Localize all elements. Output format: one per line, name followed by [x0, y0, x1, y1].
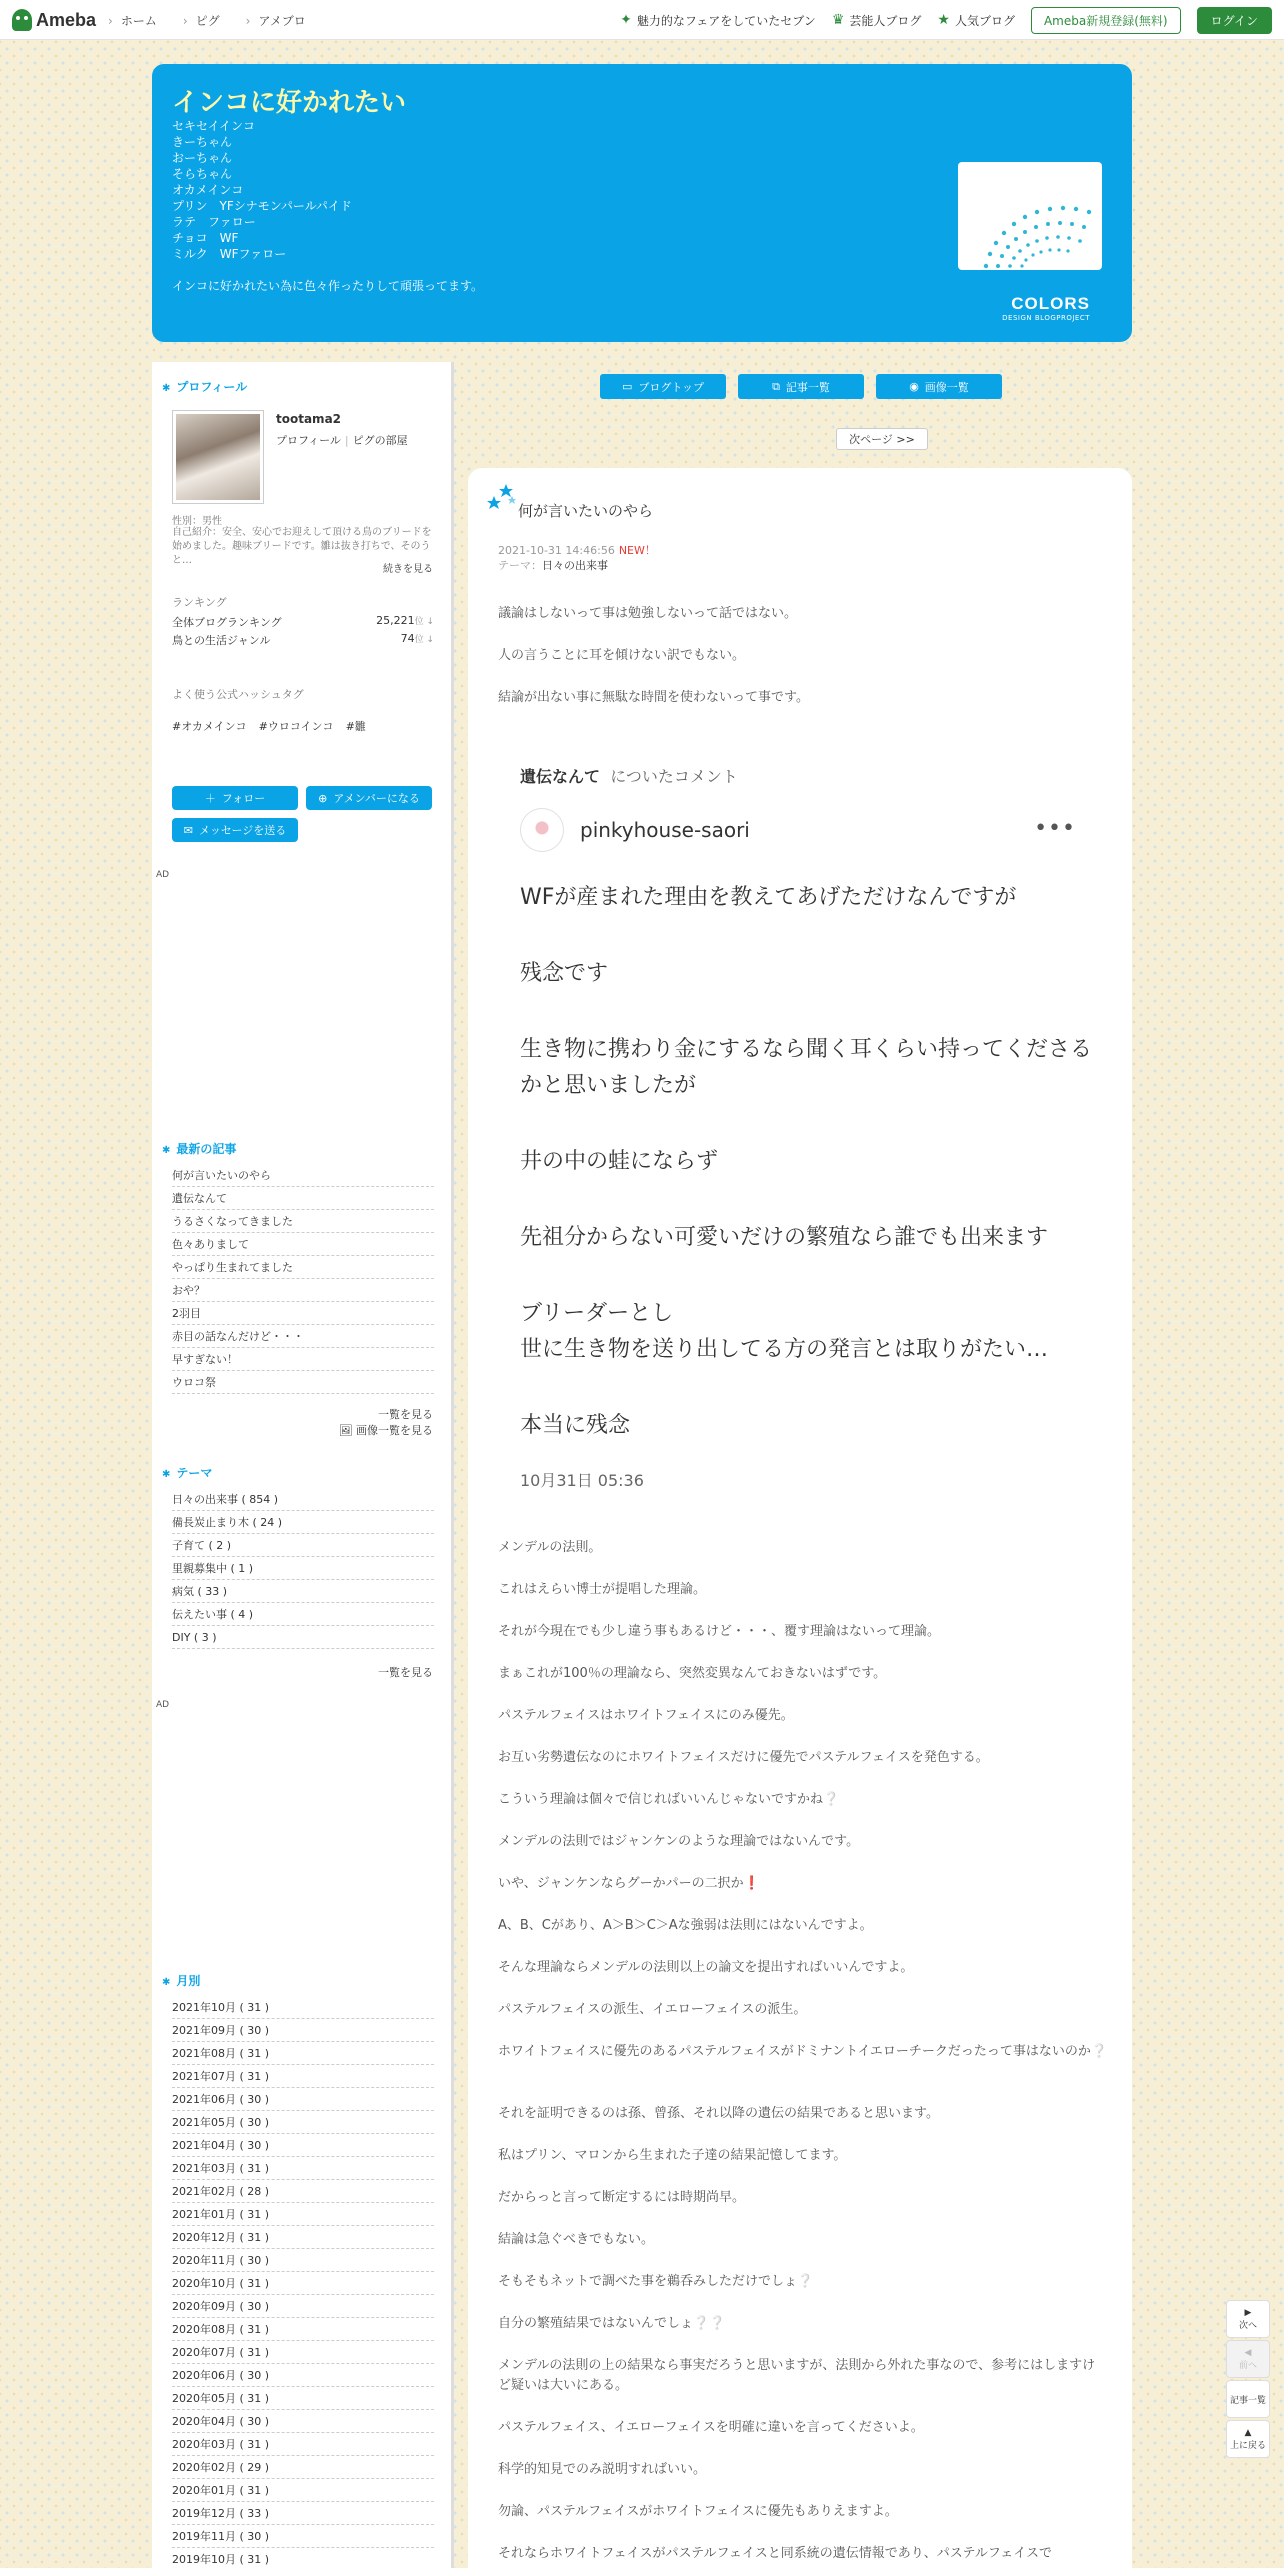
- paragraph: A、B、Cがあり、A＞B＞C＞Aな強弱は法則にはないんですよ。: [498, 1918, 873, 1933]
- back-to-top-button[interactable]: ▲ 上に戻る: [1226, 2420, 1270, 2458]
- paragraph: それが今現在でも少し違う事もあるけど・・・、覆す理論はないって理論。: [498, 1624, 941, 1639]
- list-item[interactable]: 2019年11月 ( 30 ): [172, 2525, 434, 2548]
- comment-line: 井の中の蛙にならず: [520, 1149, 719, 1174]
- list-item[interactable]: 日々の出来事 ( 854 ): [172, 1488, 434, 1511]
- paragraph: 自分の繁殖結果ではないんでしょ❔❔: [498, 2316, 726, 2331]
- next-article-button[interactable]: ▶ 次へ: [1226, 2300, 1270, 2338]
- list-item[interactable]: 2020年03月 ( 31 ): [172, 2433, 434, 2456]
- list-item[interactable]: 2020年01月 ( 31 ): [172, 2479, 434, 2502]
- comment-line: ブリーダーとし: [520, 1301, 674, 1326]
- list-item[interactable]: 2021年07月 ( 31 ): [172, 2065, 434, 2088]
- prev-article-button[interactable]: ◀ 前へ: [1226, 2340, 1270, 2378]
- celebrity-blog-link[interactable]: ♛ 芸能人ブログ: [831, 12, 922, 28]
- next-page-button[interactable]: 次ページ >>: [836, 428, 928, 450]
- paragraph: メンデルの法則。: [498, 1540, 602, 1555]
- paragraph: まぁこれが100％の理論なら、突然変異なんておきないはずです。: [498, 1666, 887, 1681]
- sidebar: [152, 362, 454, 2568]
- colors-subtitle: DESIGN BLOGPROJECT: [1002, 314, 1090, 322]
- avatar-image: [176, 414, 260, 500]
- list-item[interactable]: 2020年10月 ( 31 ): [172, 2272, 434, 2295]
- recent-list: [172, 1164, 434, 1394]
- profile-intro: 自己紹介：安全、安心でお迎えして頂ける鳥のブリードを始めました。趣味ブリードです。雛は抜き打ちで、そのうと…: [172, 527, 432, 566]
- amember-button[interactable]: ⊕ アメンバーになる: [306, 786, 432, 810]
- hashtag-list: [172, 718, 366, 734]
- popular-blog-link[interactable]: ★ 人気ブログ: [937, 12, 1015, 28]
- question-mark-icon: ❔: [1090, 2044, 1108, 2059]
- nav-pigg[interactable]: › ピグ: [183, 12, 220, 29]
- more-options-icon[interactable]: •••: [1034, 816, 1076, 841]
- list-item[interactable]: 赤目の話なんだけど・・・: [172, 1325, 434, 1348]
- blog-description: セキセイインコ きーちゃん おーちゃん そらちゃん オカメインコ プリン YFシナモンパールパイド ラテ ファロー チョコ WF ミルク WFファロー インコに好かれたい為に色々作ったりして頑張ってます。: [172, 119, 484, 293]
- list-item[interactable]: 里親募集中 ( 1 ): [172, 1557, 434, 1580]
- commenter-name[interactable]: pinkyhouse-saori: [580, 818, 750, 842]
- pigg-room-link[interactable]: ピグの部屋: [352, 434, 408, 447]
- image-list-link[interactable]: 🖼 画像一覧を見る: [338, 1424, 433, 1437]
- arrow-up-icon: ▲: [1244, 2427, 1252, 2438]
- comment-card-heading: 遺伝なんて についたコメント: [520, 767, 738, 786]
- list-item[interactable]: 遺伝なんて: [172, 1187, 434, 1210]
- paragraph: だからっと言って断定するには時期尚早。: [498, 2190, 746, 2205]
- list-item[interactable]: 2020年04月 ( 30 ): [172, 2410, 434, 2433]
- paragraph: いや、ジャンケンならグーかパーの二択か❗: [498, 1876, 760, 1891]
- message-button[interactable]: ✉ メッセージを送る: [172, 818, 298, 842]
- paragraph: こういう理論は個々で信じればいいんじゃないですかね❔: [498, 1792, 840, 1807]
- question-mark-icon: ❔: [823, 1792, 840, 1807]
- back-icon: ◀: [1244, 2347, 1252, 2358]
- theme-list: [172, 1488, 434, 1649]
- paragraph: それを証明できるのは孫、曾孫、それ以降の遺伝の結果であると思います。: [498, 2106, 939, 2121]
- image-icon: 🖼: [338, 1424, 356, 1437]
- article-list-float-button[interactable]: 記事一覧: [1226, 2380, 1270, 2418]
- profile-heading: ✱ プロフィール: [162, 378, 247, 395]
- article-theme: テーマ：日々の出来事: [498, 559, 608, 572]
- exclamation-icon: ❗: [743, 1876, 760, 1891]
- paragraph: そんな理論ならメンデルの法則以上の論文を提出すればいいんですよ。: [498, 1960, 914, 1975]
- list-item[interactable]: 2019年10月 ( 31 ): [172, 2548, 434, 2568]
- list-item[interactable]: 早すぎない！: [172, 1348, 434, 1371]
- paragraph: パステルフェイスはホワイトフェイスにのみ優先。: [498, 1708, 794, 1723]
- ranking-row-genre[interactable]: 鳥との生活ジャンル 74位 ↓: [172, 632, 434, 647]
- recent-heading: ✱ 最新の記事: [162, 1140, 236, 1157]
- register-button[interactable]: Ameba新規登録(無料): [1031, 7, 1181, 34]
- question-mark-icon: ❔: [797, 2274, 814, 2289]
- list-item[interactable]: 子育て ( 2 ): [172, 1534, 434, 1557]
- avatar[interactable]: [172, 410, 264, 504]
- paragraph: パステルフェイスの派生、イエローフェイスの派生。: [498, 2002, 807, 2017]
- list-item[interactable]: 2020年11月 ( 30 ): [172, 2249, 434, 2272]
- stars-icon: [484, 482, 520, 518]
- recent-more-link[interactable]: 一覧を見る: [378, 1408, 433, 1421]
- list-item[interactable]: うるさくなってきました: [172, 1210, 434, 1233]
- comment-line: 世に生き物を送り出してる方の発言とは取りがたい…: [520, 1337, 1049, 1362]
- list-item[interactable]: おや？: [172, 1279, 434, 1302]
- article-date: 2021-10-31 14:46:56 NEW！: [498, 544, 656, 557]
- commenter-avatar[interactable]: [520, 808, 564, 852]
- question-mark-icon: ❔❔: [693, 2316, 726, 2331]
- paragraph: 勿論、パステルフェイスがホワイトフェイスに優先もありえますよ。: [498, 2504, 898, 2519]
- star-icon: ★: [937, 12, 950, 28]
- list-item[interactable]: 2021年03月 ( 31 ): [172, 2157, 434, 2180]
- ameba-logo-icon: [12, 9, 32, 31]
- comment-line: 生き物に携わり金にするなら聞く耳くらい持ってくださるかと思いましたが: [520, 1037, 1093, 1098]
- monthly-heading: ✱ 月別: [162, 1972, 200, 1989]
- top-nav: [108, 0, 306, 40]
- paragraph: 人の言うことに耳を傾けない訳でもない。: [498, 648, 746, 663]
- paragraph: それならホワイトフェイスがパステルフェイスと同系統の遺伝情報であり、パステルフェイスで: [498, 2546, 1053, 2561]
- list-item[interactable]: 2021年04月 ( 30 ): [172, 2134, 434, 2157]
- monthly-list: [172, 1996, 434, 2568]
- copy-icon: ⧉: [772, 379, 780, 393]
- profile-gender: 性別：男性: [172, 516, 222, 527]
- list-item[interactable]: 2羽目: [172, 1302, 434, 1325]
- list-item[interactable]: 備長炭止まり木 ( 24 ): [172, 1511, 434, 1534]
- list-item[interactable]: 何が言いたいのやら: [172, 1164, 434, 1187]
- blog-nav: [600, 374, 1002, 399]
- hashtag[interactable]: #オカメインコ: [172, 720, 247, 733]
- blog-header: [152, 64, 1132, 342]
- monitor-icon: ▭: [621, 380, 633, 393]
- top-bar: [0, 0, 1284, 40]
- profile-links: [276, 432, 408, 448]
- article: [468, 468, 1132, 2568]
- divider: |: [344, 434, 349, 447]
- paragraph: 結論は急ぐべきでもない。: [498, 2232, 655, 2247]
- list-item[interactable]: 2021年09月 ( 30 ): [172, 2019, 434, 2042]
- list-item[interactable]: 2021年02月 ( 28 ): [172, 2180, 434, 2203]
- list-item[interactable]: 2020年07月 ( 31 ): [172, 2341, 434, 2364]
- login-button[interactable]: ログイン: [1197, 7, 1272, 34]
- hashtag[interactable]: #雛: [345, 720, 366, 733]
- theme-heading: ✱ テーマ: [162, 1464, 212, 1481]
- profile-more-link[interactable]: 続きを見る: [383, 564, 433, 575]
- colors-design-graphic: [958, 162, 1102, 270]
- article-title[interactable]: 何が言いたいのやら: [518, 502, 654, 520]
- play-icon: ▶: [1244, 2307, 1252, 2318]
- comment-line: 先祖分からない可愛いだけの繁殖なら誰でも出来ます: [520, 1225, 1049, 1250]
- hashtag[interactable]: #ウロコインコ: [258, 720, 334, 733]
- list-item[interactable]: 色々ありまして: [172, 1233, 434, 1256]
- crown-icon: ♛: [831, 12, 845, 28]
- list-item[interactable]: 2019年12月 ( 33 ): [172, 2502, 434, 2525]
- nav-ameblo[interactable]: › アメブロ: [246, 12, 306, 29]
- mail-icon: ✉: [183, 823, 193, 837]
- star-sparkle-icon: ✦: [620, 12, 632, 28]
- list-item[interactable]: 2020年12月 ( 31 ): [172, 2226, 434, 2249]
- list-item[interactable]: 2021年10月 ( 31 ): [172, 1996, 434, 2019]
- camera-icon: ◉: [909, 380, 919, 393]
- blog-title[interactable]: インコに好かれたい: [172, 88, 407, 118]
- comment-line: 本当に残念: [520, 1413, 631, 1438]
- list-item[interactable]: 2020年02月 ( 29 ): [172, 2456, 434, 2479]
- comment-line: WFが産まれた理由を教えてあげただけなんですが: [520, 885, 1017, 910]
- paragraph: 結論が出ない事に無駄な時間を使わないって事です。: [498, 690, 809, 705]
- ad-label: AD: [156, 1700, 170, 1710]
- paragraph: メンデルの法則の上の結果なら事実だろうと思いますが、法則から外れた事なので、参考にはしますけど疑いは大いにある。: [498, 2358, 1096, 2393]
- paragraph: そもそもネットで調べた事を鵜呑みしただけでしょ❔: [498, 2274, 814, 2289]
- image-list-button[interactable]: ◉ 画像一覧: [876, 374, 1002, 399]
- comment-time: 10月31日 05:36: [520, 1471, 644, 1490]
- hashtag-heading: よく使う公式ハッシュタグ: [172, 688, 304, 701]
- list-item[interactable]: 病気 ( 33 ): [172, 1580, 434, 1603]
- list-item[interactable]: ウロコ祭: [172, 1371, 434, 1394]
- paragraph: パステルフェイス、イエローフェイスを明確に違いを言ってくださいよ。: [498, 2420, 924, 2435]
- list-item[interactable]: 伝えたい事 ( 4 ): [172, 1603, 434, 1626]
- paragraph: ホワイトフェイスに優先のあるパステルフェイスがドミナントイエローチークだったって事はないのか❔: [498, 2044, 1108, 2059]
- theme-link[interactable]: 日々の出来事: [542, 559, 608, 572]
- paragraph: 科学的知見でのみ説明すればいい。: [498, 2462, 707, 2477]
- paragraph: これはえらい博士が提唱した理論。: [498, 1582, 707, 1597]
- list-item[interactable]: 2020年08月 ( 31 ): [172, 2318, 434, 2341]
- list-item[interactable]: 2020年05月 ( 31 ): [172, 2387, 434, 2410]
- list-item[interactable]: 2021年06月 ( 30 ): [172, 2088, 434, 2111]
- plus-icon: ＋: [204, 792, 216, 805]
- comment-line: 残念です: [520, 961, 609, 986]
- colors-logo: COLORS: [1011, 294, 1090, 313]
- amember-icon: ⊕: [318, 791, 328, 805]
- theme-more-link[interactable]: 一覧を見る: [378, 1666, 433, 1679]
- blog-top-button[interactable]: ▭ ブログトップ: [600, 374, 726, 399]
- nav-home[interactable]: › ホーム: [108, 12, 157, 29]
- paragraph: 議論はしないって事は勉強しないって話ではない。: [498, 606, 798, 621]
- article-list-button[interactable]: ⧉ 記事一覧: [738, 374, 864, 399]
- new-badge: NEW！: [618, 544, 656, 557]
- ranking-heading: ランキング: [172, 596, 227, 609]
- list-item[interactable]: 2021年08月 ( 31 ): [172, 2042, 434, 2065]
- dotted-arc-icon: [958, 162, 1102, 270]
- list-item[interactable]: 2020年06月 ( 30 ): [172, 2364, 434, 2387]
- follow-button[interactable]: ＋ フォロー: [172, 786, 298, 810]
- paragraph: メンデルの法則ではジャンケンのような理論ではないんです。: [498, 1834, 860, 1849]
- list-item[interactable]: DIY ( 3 ): [172, 1626, 434, 1649]
- profile-name[interactable]: tootama2: [276, 412, 342, 426]
- ad-label: AD: [156, 870, 170, 880]
- ranking-row-overall[interactable]: 全体ブログランキング 25,221位 ↓: [172, 614, 434, 629]
- paragraph: お互い劣勢遺伝なのにホワイトフェイスだけに優先でパステルフェイスを発色する。: [498, 1750, 989, 1765]
- paragraph: 私はプリン、マロンから生まれた子達の結果記憶してます。: [498, 2148, 847, 2163]
- list-item[interactable]: 2021年05月 ( 30 ): [172, 2111, 434, 2134]
- profile-link[interactable]: プロフィール: [276, 434, 341, 447]
- top-right-links: [620, 0, 1272, 40]
- list-item[interactable]: やっぱり生まれてました: [172, 1256, 434, 1279]
- list-item[interactable]: 2020年09月 ( 30 ): [172, 2295, 434, 2318]
- featured-link[interactable]: ✦ 魅力的なフェアをしていたセブン: [620, 12, 816, 28]
- ameba-logo[interactable]: Ameba: [12, 8, 96, 32]
- list-item[interactable]: 2021年01月 ( 31 ): [172, 2203, 434, 2226]
